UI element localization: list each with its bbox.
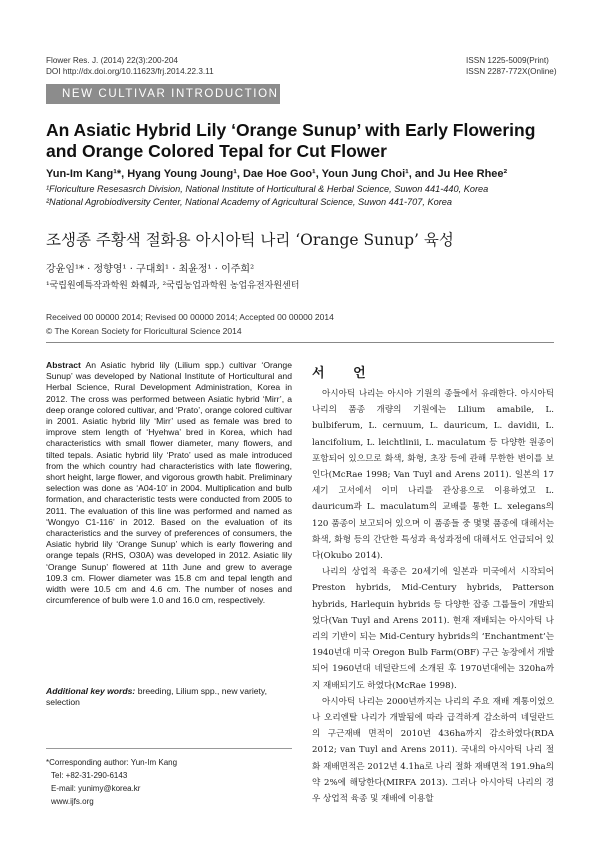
korean-title: 조생종 주황색 절화용 아시아틱 나리 ‘Orange Sunup’ 육성 <box>46 231 454 249</box>
corresponding-author: *Corresponding author: Yun-Im Kang <box>46 758 178 767</box>
intro-heading: 서 언 <box>312 366 378 381</box>
intro-paragraph: 아시아틱 나리는 2000년까지는 나리의 주요 재배 계통이었으나 오리엔탈 나리가 개발됨에 따라 급격하게 감소하여 네덜란드의 구근재배 면적이 2010년 436ha까지 감소하였다(RDA 2012; van Tuyl and Arens 2011). 국내의 아시아틱 나리 절화 재배면적은 2012년 4.1ha로 나리 절화 재배면적 191.9ha의 약 2%에 해당한다(MIRFA 2013). 그러나 아시아틱 나리의 경우 상업적 육종 및 재배에 이용할 <box>312 696 554 805</box>
abstract-label: Abstract <box>46 360 81 370</box>
journal-line: Flower Res. J. (2014) 22(3):200-204 <box>46 56 178 65</box>
intro-body <box>312 386 554 807</box>
affiliation-1: ¹Floriculture Resesasrch Division, National Institute of Horticultural & Herbal Science, Suwon 441-440, Korea <box>46 184 489 194</box>
submission-dates: Received 00 00000 2014; Revised 00 00000 2014; Accepted 00 00000 2014 <box>46 312 334 322</box>
email-link[interactable]: E-mail: yunimy@korea.kr <box>51 784 141 793</box>
correspondence <box>46 756 177 808</box>
doi-line[interactable]: DOI http://dx.doi.org/10.11623/frj.2014.22.3.11 <box>46 66 214 76</box>
intro-paragraph: 아시아틱 나리는 아시아 기원의 종들에서 유래한다. 아시아틱 나리의 품종 개량의 기원에는 Lilium amabile, L. bulbiferum, L. cernuum, L. dauricum, L. davidii, L. lancifolium, L. leichtlinii, L. maculatum 등 다양한 원종이 포함되어 있으므로 화색, 화형, 초장 등에 관해 무한한 변이를 보인다(McRae 1998; Van Tuyl and Arens 2011). 일본의 17세기 고서에서 이미 나리를 관상용으로 이용하였고 L. dauricum과 L. maculatum의 교배를 통한 L. xelegans의 120 품종이 보고되어 있으며 이 품종들 중 몇몇 품종에 대해서는 화색, 화형 등의 간단한 특성과 육성과정에 대해서도 언급되어 있다(Okubo 2014). <box>312 389 554 562</box>
article-title: An Asiatic Hybrid Lily ‘Orange Sunup’ with Early Flowering and Orange Colored Tepal for Cut Flower <box>46 120 536 161</box>
journal-citation <box>46 56 214 77</box>
issn-print: ISSN 1225-5009(Print) <box>466 56 549 65</box>
keywords-text: breeding, Lilium spp., new variety, selection <box>46 686 267 708</box>
telephone: Tel: +82-31-290-6143 <box>51 771 128 780</box>
korean-affiliation: ¹국립원예특작과학원 화훼과, ²국립농업과학원 농업유전자원센터 <box>46 281 300 291</box>
abstract-text: An Asiatic hybrid lily (Lilium spp.) cultivar ‘Orange Sunup’ was developed by National Institute of Horticultural and Herbal Science, Rural Development Administration, Korea in 2012. The cross was performed between Asiatic hybrid ‘Mirr’, a deep orange colored cultivar, and ‘Prato’, orange colored cultivar in 2001. Asiatic hybrid lily ‘Mirr’ used as female was bred to improve stem length of ‘Hyehwa’ bred in Korea, which had characteristics with small flower diameter, many flowers, and tilted tepals. Asiatic hybrid lily ‘Prato’ used as male introduced from the which country had characteristics with late flowering, short height, large flower, and vigorous growth habit. Preliminary selection was done as ‘A04-10’ in 2004. Multiplication and bulb formation, and characteristic tests were conducted from 2005 to 2011. The evaluation of this line was performed and named as ‘Wongyo C1-116’ in 2012. Based on the evaluation of its characteristics and the survey of preferences of consumers, the Asiatic hybrid lily ‘Orange Sunup’ which is early flowering and orange tepals (RHS, O30A) was developed in 2012. Asiatic lily ‘Orange Sunup’ flowered at 11th June and grew to average 109.3 cm. Flower diameter was 15.8 cm and tepal length and width were 10.5 cm and 4.6 cm. The number of noses and circumference of bulb were 1.0 and 16.0 cm, respectively. <box>46 360 292 606</box>
issn-online: ISSN 2287-772X(Online) <box>466 66 557 76</box>
korean-authors: 강윤임¹* · 정향영¹ · 구대회¹ · 최윤정¹ · 이주희² <box>46 264 255 275</box>
copyright-line: © The Korean Society for Floricultural Science 2014 <box>46 326 242 336</box>
divider <box>46 342 554 343</box>
abstract <box>46 360 292 606</box>
section-banner: NEW CULTIVAR INTRODUCTION <box>46 84 280 104</box>
website-link[interactable]: www.ijfs.org <box>51 797 94 806</box>
keywords-label: Additional key words: <box>46 686 136 696</box>
keywords <box>46 686 292 708</box>
author-list: Yun-Im Kang¹*, Hyang Young Joung¹, Dae Hoe Goo¹, Youn Jung Choi¹, and Ju Hee Rhee² <box>46 168 508 180</box>
issn-block <box>466 56 557 77</box>
affiliation-2: ²National Agrobiodiversity Center, National Academy of Agricultural Science, Suwon 441-707, Korea <box>46 197 452 207</box>
intro-paragraph: 나리의 상업적 육종은 20세기에 일본과 미국에서 시작되어 Preston hybrids, Mid-Century hybrids, Patterson hybrids, Harlequin hybrids 등 다양한 잡종 그룹들이 개발되었다(Van Tuyl and Arens 2011). 현재 재배되는 아시아틱 나리의 기반이 되는 Mid-Century hybrids의 ‘Enchantment’는 1940년대 미국 Oregon Bulb Farm(OBF) 구근 농장에서 개발되어 1960년대 네덜란드에 소개된 후 1970년대에는 320ha까지 재배되기도 하였다(McRae 1998). <box>312 567 554 691</box>
footnote-divider <box>46 748 292 749</box>
